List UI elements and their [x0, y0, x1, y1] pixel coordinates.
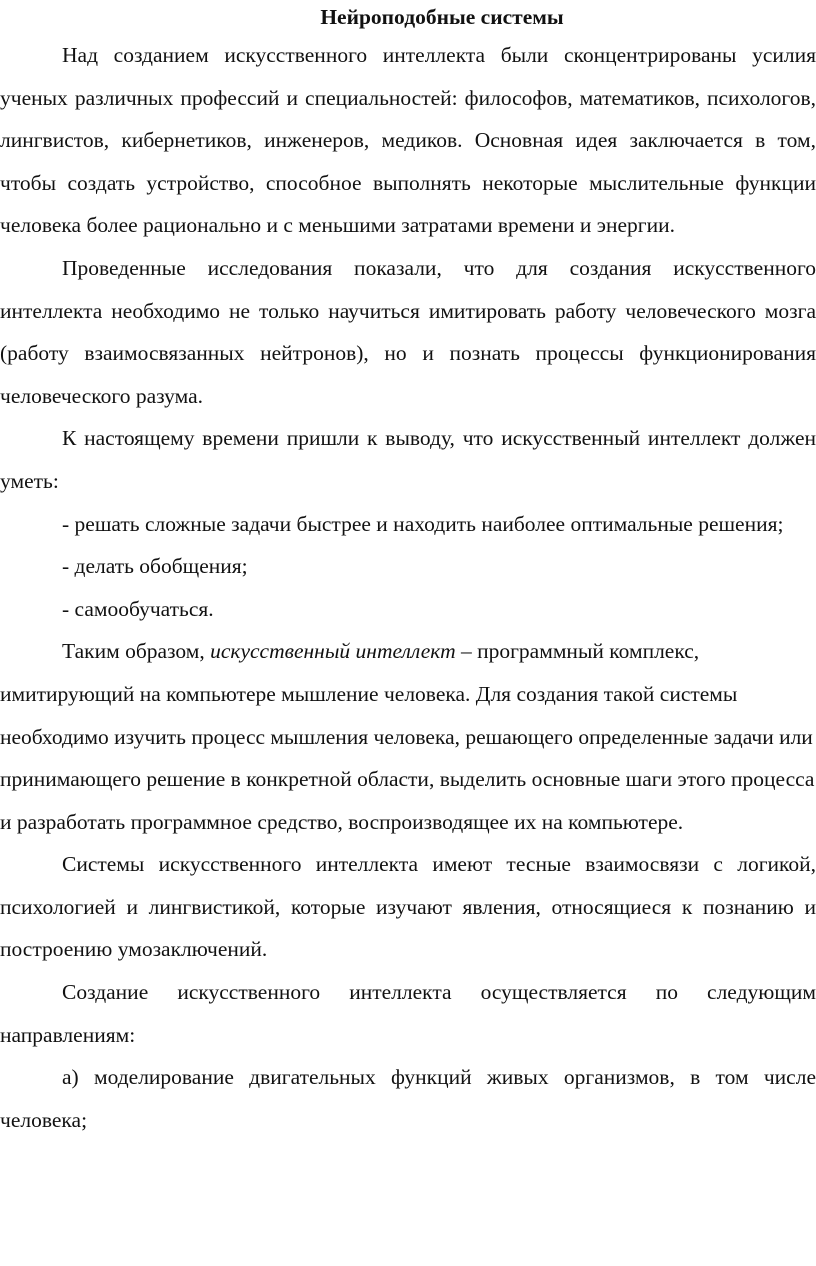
- term-artificial-intelligence: искусственный интеллект: [210, 639, 456, 664]
- paragraph-5: Системы искусственного интеллекта имеют тесные взаимосвязи с логикой, психологией и лингвистикой, которые изучают явления, относящиеся к познанию и построению умозаключений.: [0, 852, 816, 962]
- paragraph-4-start: Таким образом,: [62, 639, 211, 664]
- paragraph-2: Проведенные исследования показали, что для создания искусственного интеллекта необходимо не только научиться имитировать работу человеческого мозга (работу взаимосвязанных нейтронов), но и познать процессы функционирования человеческого разума.: [0, 255, 816, 408]
- paragraph-4: [0, 630, 816, 843]
- list-item-self-learn: - самообучаться.: [62, 596, 214, 621]
- paragraph-4-rest: – программный комплекс, имитирующий на компьютере мышление человека. Для создания такой системы необходимо изучить процесс мышления человека, решающего определенные задачи или принимающего решение в конкретной области, выделить основные шаги этого процесса и разработать программное средство, воспроизводящее их на компьютере.: [0, 639, 815, 834]
- list-item-generalize: - делать обобщения;: [62, 554, 248, 579]
- document-title: Нейроподобные системы: [320, 5, 564, 29]
- paragraph-3: К настоящему времени пришли к выводу, что искусственный интеллект должен уметь:: [0, 426, 816, 493]
- paragraph-7: а) моделирование двигательных функций живых организмов, в том числе человека;: [0, 1065, 816, 1132]
- paragraph-1: Над созданием искусственного интеллекта были сконцентрированы усилия ученых различных профессий и специальностей: философов, математиков, психологов, лингвистов, кибернетиков, инженеров, медиков. Основная идея заключается в том, чтобы создать устройство, способное выполнять некоторые мыслительные функции человека более рационально и с меньшими затратами времени и энергии.: [0, 43, 816, 238]
- list-item-solve-tasks: - решать сложные задачи быстрее и находить наиболее оптимальные решения;: [62, 511, 784, 536]
- paragraph-6: Создание искусственного интеллекта осуществляется по следующим направлениям:: [0, 980, 816, 1047]
